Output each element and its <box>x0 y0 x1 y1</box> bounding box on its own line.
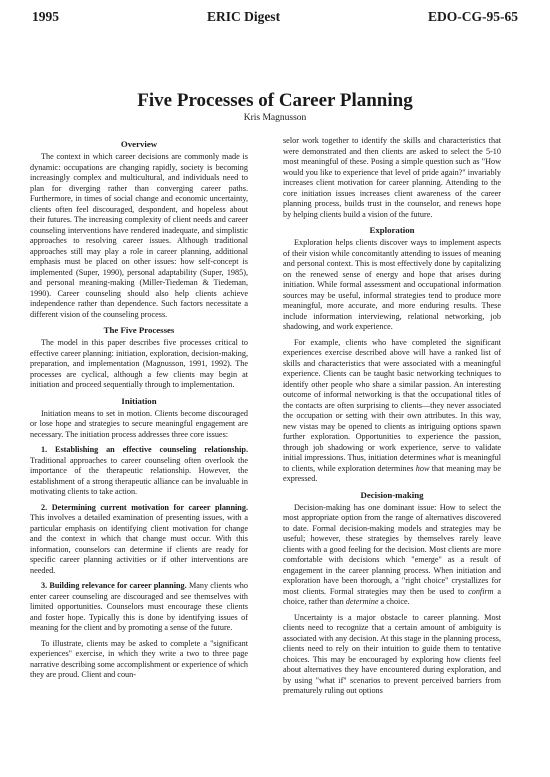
paragraph-five-processes: The model in this paper describes five processes critical to effective career planning: initiation, exploration, decision-making, preparation, and implementation (Magnusson, 1991, 1992). The processes are cyclical, although a few clients may begin at initiation and proceed sequentially through to implementation. <box>30 338 248 389</box>
paragraph-illustration: To illustrate, clients may be asked to complete a "significant experiences" exercise, in which they write a two to three page narrative describing some accomplishment or experience of which they are proud. Client and coun- <box>30 638 248 679</box>
lead-relevance: 3. Building relevance for career planning. <box>41 581 187 590</box>
decision-text-a: Decision-making has one dominant issue: How to select the most appropriate option from the range of alternatives discovered to date. Formal decision-making models and strategies may be useful; however, these strategies by themselves rarely leave clients with a good feeling for the decision. Most clients are more comfortable with decisions which "emerge" as a result of engagement in the career planning process. When initiation and exploration have been thorough, a "right choice" crystallizes for most clients. Formal strategies may then be used to <box>283 502 501 596</box>
body-motivation: This involves a detailed examination of presenting issues, with a particular emphasis on identifying client motivation for change and the context in which that change must occur. With this information, counselors can determine if clients are ready for specific career planning activities or if other interventions are needed. <box>30 513 248 575</box>
heading-decision-making: Decision-making <box>360 489 424 500</box>
emphasis-what: what <box>437 453 454 462</box>
right-column <box>283 136 501 702</box>
example-text-c: that meaning may be expressed. <box>283 463 502 483</box>
document-title: Five Processes of Career Planning <box>137 90 413 111</box>
paragraph-overview: The context in which career decisions are commonly made is dynamic: occupations are changing rapidly, society is becoming increasingly complex and multicultural, and individuals need to plan for diverging rather than converging career paths. Furthermore, in times of social change and economic uncertainty, clients often feel discouraged, despondent, and hopeless about their futures. The increasing complexity of client needs and career counseling interventions have rendered inadequate, and simplistic approaches to resolving career issues. Although traditional approaches still may play a role in career planning, additional emphasis must be placed on other issues: how self-concept is implemented (Super, 1990), personal adaptability (Super, 1985), and personal meaning-making (Miller-Tiedeman & Tiedeman, 1990). Career counseling should also help clients achieve independence rather than dependence. Such factors necessitate a different vision of the counseling process. <box>30 152 248 319</box>
paragraph-continued: selor work together to identify the skills and characteristics that were demonstrated and then clients are asked to select the 5-10 most meaningful of these. Posing a simple question such as "How would you like to experience that level of pride again?" invariably increases client motivation for career planning. Attending to the core initiation issues increases client awareness of the career planning process, builds trust in the counselor, and renews hope by helping clients build a vision of the future. <box>283 136 501 219</box>
paragraph-decision-making <box>283 503 501 608</box>
masthead <box>32 9 518 25</box>
emphasis-determine: determine <box>345 597 379 606</box>
emphasis-how: how <box>415 463 430 473</box>
left-column <box>30 136 248 686</box>
series-name: ERIC Digest <box>206 9 281 24</box>
paragraph-motivation <box>30 503 248 577</box>
body-relationship: Traditional approaches to career counseling often overlook the importance of the therapeutic relationship. However, the establishment of a strong therapeutic alliance can be invaluable in motivating clients to take action. <box>30 455 248 496</box>
decision-text-c: a choice. <box>378 597 410 606</box>
paragraph-exploration: Exploration helps clients discover ways to implement aspects of their vision while concomitantly attending to issues of meaning and personal context. This is most effectively done by capitalizing on the renewed sense of energy and hope that arises during initiation. While formal assessment and occupational information sources may be useful, informal strategies tend to produce more meaningful, more accurate, and more enduring results. These include information interviewing, relational networking, job shadowing, and work experience. <box>283 238 501 331</box>
lead-motivation: 2. Determining current motivation for career planning. <box>41 502 248 512</box>
heading-exploration: Exploration <box>369 225 415 235</box>
paragraph-initiation: Initiation means to set in motion. Clients become discouraged or lose hope and strategies to secure meaningful engagement are necessary. The initiation process addresses three core issues: <box>30 408 248 439</box>
example-text-a: For example, clients who have completed the significant experiences exercise described above will have a ranked list of skills and characteristics that were associated with a meaningful experience. Clients can be taught basic networking techniques to identify other people who share a similar passion. An interesting outcome of informal networking is that the occupational titles of the contacts are often surprising to clients—they never associated the occupation or setting with their own attributes. In this way, new vistas may be opened to clients as intriguing options spawn further exploration. Opportunities to experience the passion, through job shadowing or work experience, serve to validate initial impressions. Thus, initiation determines <box>283 337 501 462</box>
lead-relationship: 1. Establishing an effective counseling relationship. <box>41 445 248 454</box>
paragraph-relevance <box>30 581 248 634</box>
heading-five-processes: The Five Processes <box>103 325 175 335</box>
paragraph-relationship <box>30 445 248 498</box>
paragraph-uncertainty: Uncertainty is a major obstacle to career planning. Most clients need to recognize that a certain amount of ambiguity is associated with any decision. At this stage in the planning process, clients need to rely on their intuition to guide them to tentative choices. This may be encouraged by exploring how clients feel about alternatives they have encountered during exploration, and by using "what if" scenarios to prevent perceived barriers from prematurely ruling out options <box>283 612 501 695</box>
paragraph-example <box>283 338 501 485</box>
document-id: EDO-CG-95-65 <box>428 9 518 24</box>
heading-initiation: Initiation <box>121 395 157 406</box>
author-name: Kris Magnusson <box>243 113 307 123</box>
heading-overview: Overview <box>120 139 158 149</box>
example-text-b: is meaningful to clients, while exploration determines <box>283 453 502 473</box>
publication-year: 1995 <box>32 9 59 24</box>
body-relevance: Many clients who enter career counseling are discouraged and see themselves with limited opportunities. Counselors must encourage these clients and foster hope. Typically this is done by identifying issues of meaning for the client and by promoting a sense of the future. <box>30 581 248 632</box>
emphasis-confirm: confirm <box>468 586 494 596</box>
decision-text-b: a choice, rather than <box>283 586 501 606</box>
